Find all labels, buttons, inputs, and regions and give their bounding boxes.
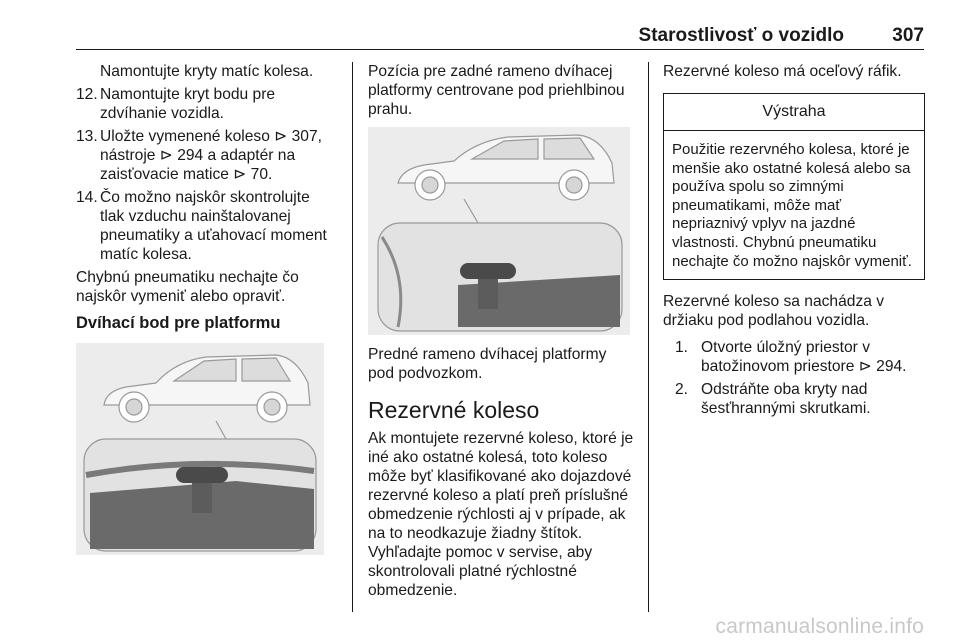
list-text: Čo možno najskôr skontrolujte tlak vzduchu nainštalovanej pneumatiky a uťahovací moment matíc kolesa.	[100, 189, 327, 263]
paragraph: Chybnú pneumatiku nechajte čo najskôr vymeniť alebo opraviť.	[76, 269, 299, 305]
column-divider	[648, 62, 649, 612]
front-lift-point-illustration	[368, 127, 634, 335]
list-item	[675, 338, 925, 376]
paragraph: Ak montujete rezervné koleso, ktoré je iné ako ostatné kolesá, toto koleso môže byť klasifikované ako dojazdové rezervné koleso a platí preň príslušné obmedzenie rýchlosti aj v prípade, ak na to neodkazuje žiadny štítok. Vyhľadajte pomoc v servise, aby skontrolovali platné rýchlostné obmedzenie.	[368, 430, 634, 599]
list-text: Namontujte kryt bodu pre zdvíhanie vozidla.	[100, 86, 276, 122]
column-right	[663, 62, 925, 422]
list-item	[76, 127, 338, 184]
paragraph: Rezervné koleso sa nachádza v držiaku pod podlahou vozidla.	[663, 293, 885, 330]
list-text: Otvorte úložný priestor v batožinovom priestore ⊳ 294.	[701, 339, 907, 376]
paragraph: Pozícia pre zadné rameno dvíhacej platformy centrovane pod priehlbinou prahu.	[368, 63, 625, 118]
rear-lift-point-svg	[76, 343, 324, 555]
list-number: 1.	[675, 339, 689, 357]
figure-caption: Predné rameno dvíhacej platformy pod podvozkom.	[368, 346, 607, 382]
front-lift-point-svg	[368, 127, 630, 335]
list-item	[675, 380, 925, 418]
paragraph: Rezervné koleso má oceľový ráfik.	[663, 63, 902, 80]
list-number: 14.	[76, 189, 98, 206]
column-left	[76, 62, 338, 565]
list-item-continuation: Namontujte kryty matíc kolesa.	[100, 63, 314, 80]
list-item	[76, 188, 338, 264]
list-item	[76, 85, 338, 123]
lift-column	[192, 483, 212, 513]
list-number: 13.	[76, 128, 98, 145]
lift-column	[478, 279, 498, 309]
list-text: Uložte vymenené koleso ⊳ 307, nástroje ⊳ 294 a adaptér na zaisťovacie matice ⊳ 70.	[100, 128, 322, 183]
section-title: Starostlivosť o vozidlo	[638, 25, 844, 46]
subheading: Dvíhací bod pre platformu	[76, 314, 281, 332]
rear-lift-point-illustration	[76, 343, 338, 555]
warning-text: Použitie rezervného kolesa, ktoré je menšie ako ostatné kolesá alebo sa používa spolu so zimnými pneumatikami, môže mať nepriaznivý vplyv na jazdné vlastnosti. Chybnú pneumatiku nechajte čo možno najskôr vymeniť.	[672, 141, 912, 270]
lift-pad	[176, 467, 228, 483]
page-header	[76, 24, 924, 50]
watermark: carmanualsonline.info	[715, 615, 924, 638]
lift-pad	[460, 263, 516, 279]
warning-box	[663, 93, 925, 280]
step-list	[663, 338, 925, 418]
section-heading: Rezervné koleso	[368, 397, 540, 423]
warning-title: Výstraha	[664, 94, 924, 131]
page-number: 307	[892, 25, 924, 46]
list-text: Odstráňte oba kryty nad šesťhrannými skrutkami.	[701, 381, 871, 418]
list-number: 12.	[76, 86, 98, 103]
column-divider	[352, 62, 353, 612]
list-number: 2.	[675, 381, 689, 399]
column-middle	[368, 62, 634, 608]
